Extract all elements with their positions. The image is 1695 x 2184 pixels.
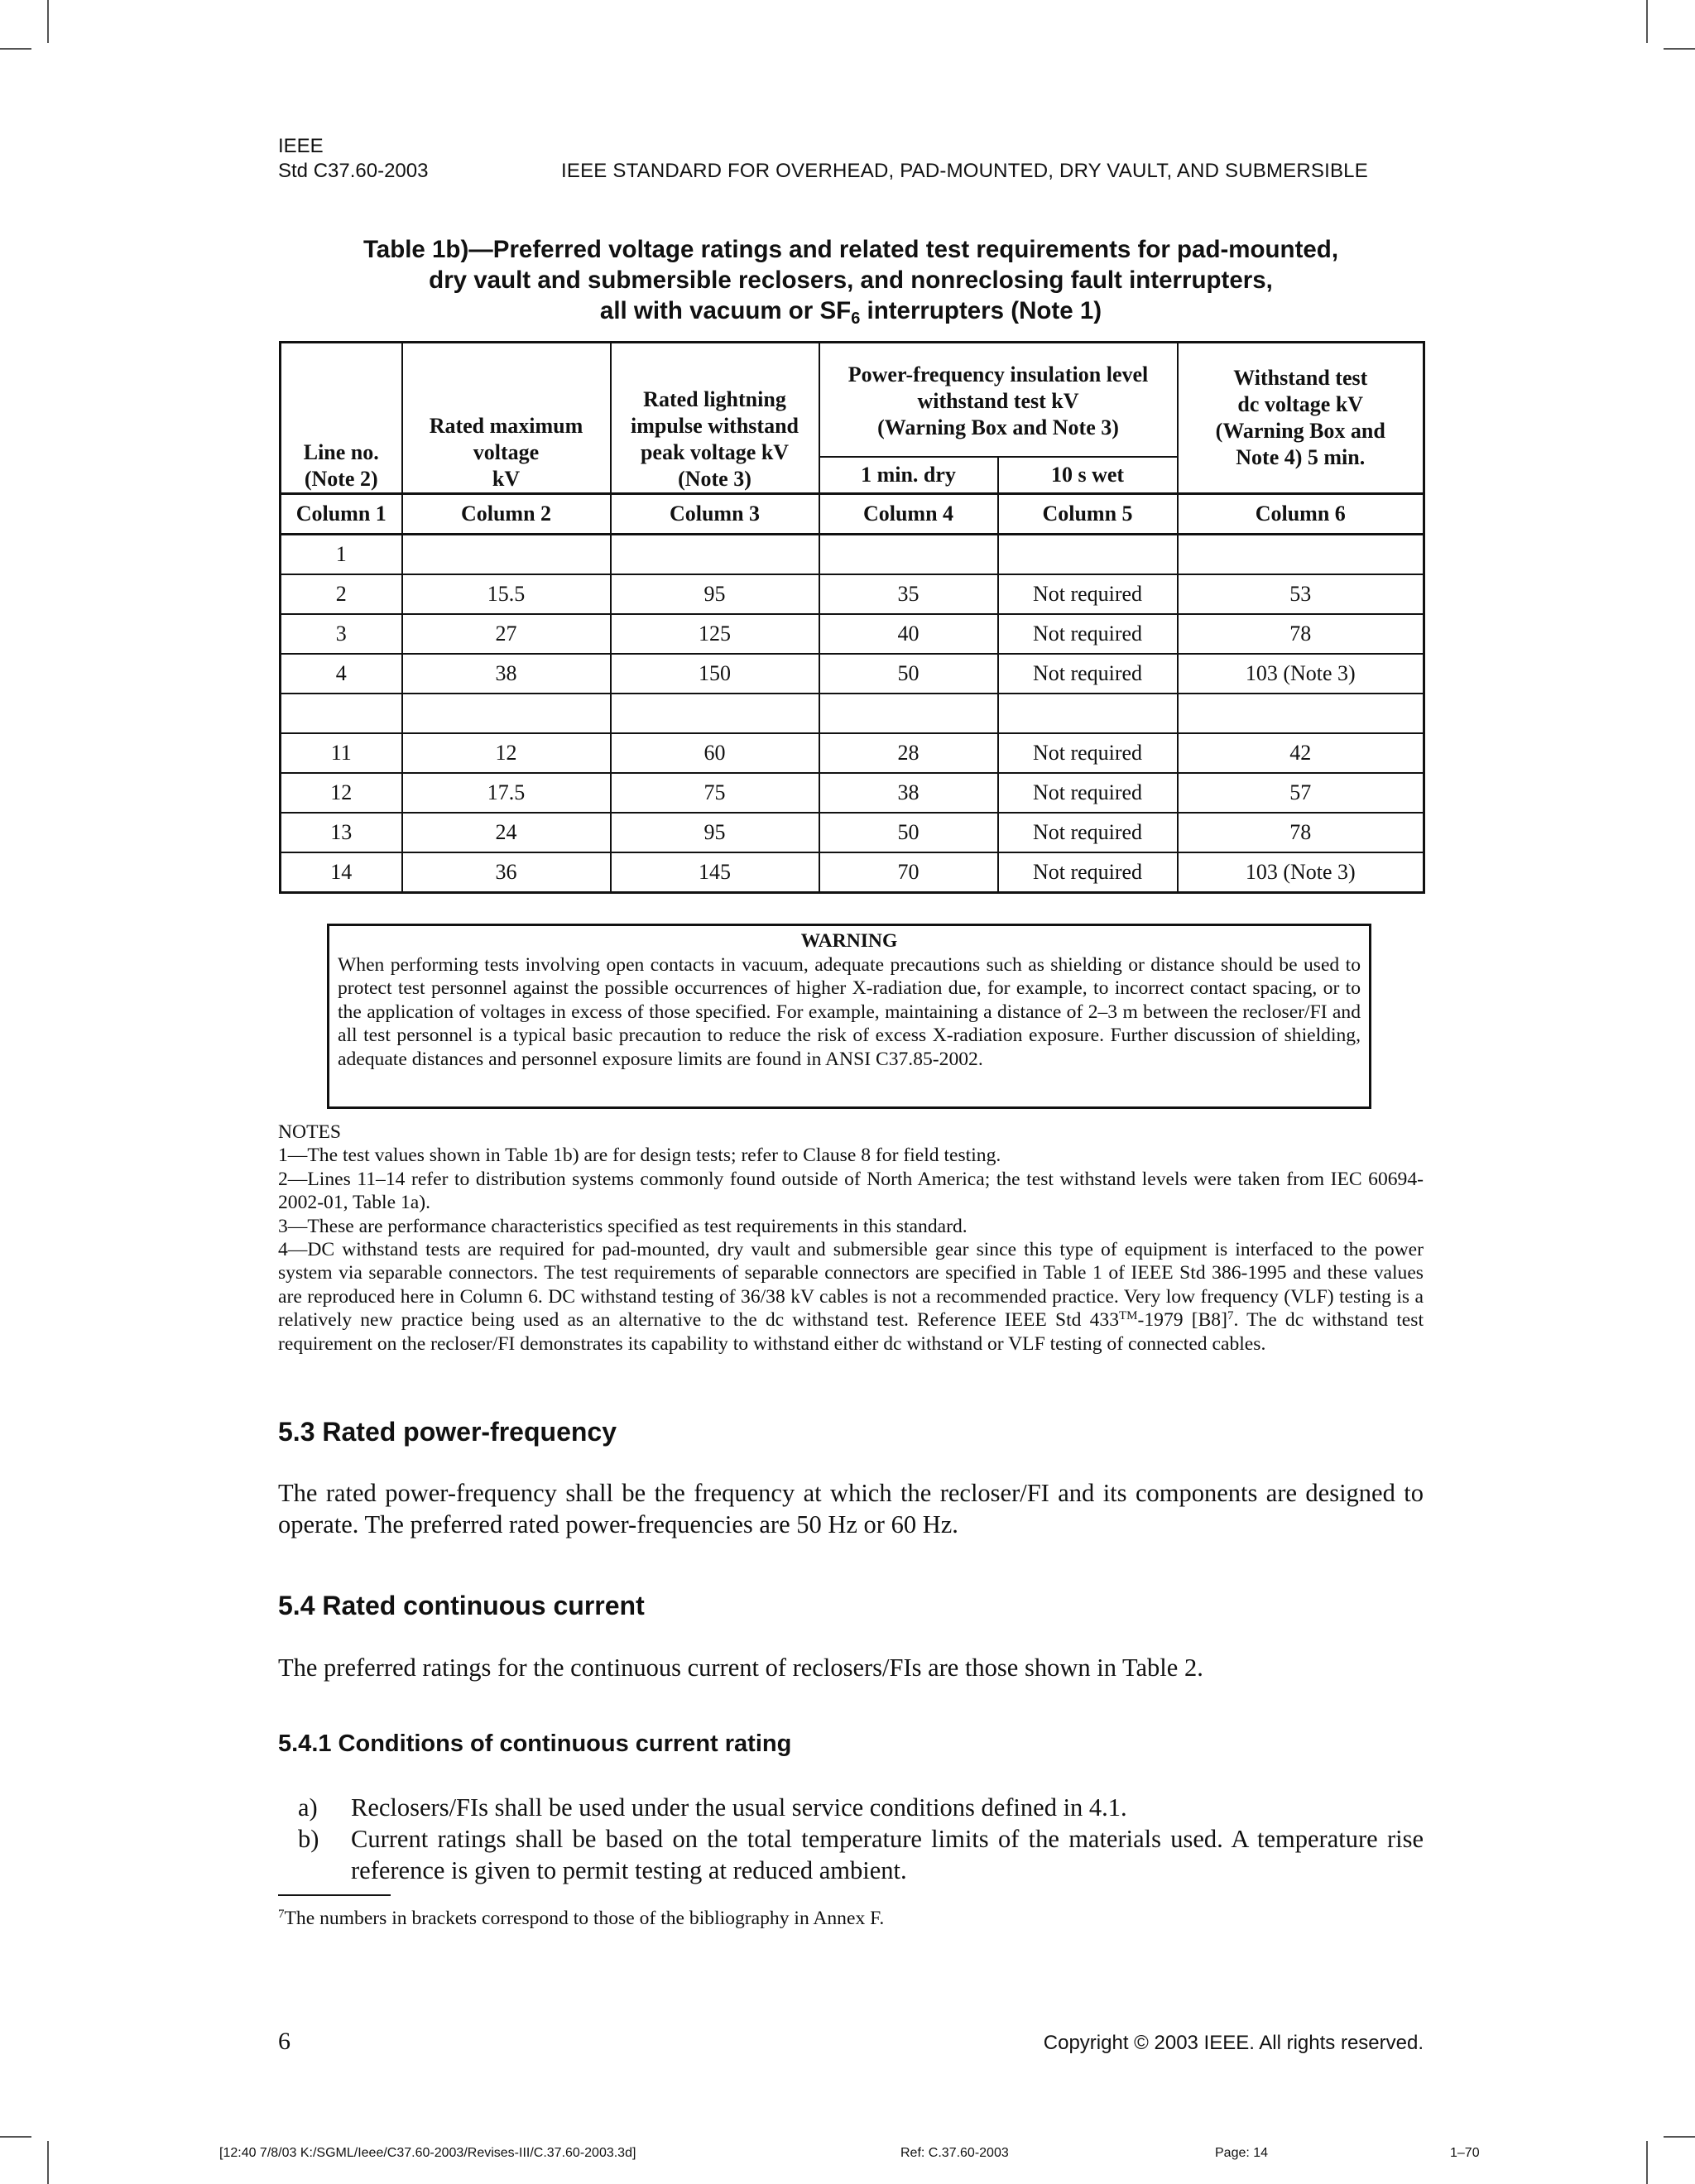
notes-heading: NOTES bbox=[278, 1121, 342, 1143]
list-item-text: Reclosers/FIs shall be used under the usual service conditions defined in 4.1. bbox=[351, 1793, 1127, 1822]
caption-text: interrupters (Note 1) bbox=[860, 297, 1102, 324]
table-cell: Not required bbox=[998, 813, 1178, 852]
footnote-rule bbox=[278, 1894, 391, 1896]
table-cell: 95 bbox=[611, 574, 819, 614]
list-item bbox=[298, 1792, 1424, 1823]
footnote-text: The numbers in brackets correspond to those of the bibliography in Annex F. bbox=[284, 1908, 885, 1929]
table-cell: 12 bbox=[402, 733, 611, 773]
table-cell: 27 bbox=[402, 614, 611, 654]
table-cell bbox=[281, 694, 402, 733]
table-cell: 40 bbox=[819, 614, 998, 654]
table-cell bbox=[402, 535, 611, 575]
table-cell: 13 bbox=[281, 813, 402, 852]
note-3: 3—These are performance characteristics specified as test requirements in this standard. bbox=[278, 1215, 968, 1237]
column-label: Column 4 bbox=[819, 494, 998, 535]
warning-text: When performing tests involving open contacts in vacuum, adequate precautions such as shielding or distance should be used to protect test personnel against the possible occurrences of higher X-radiation due, for example, to incorrect contact spacing, or to the application of voltages in excess of those specified. For example, maintaining a distance of 2–3 m between the recloser/FI and all test personnel is a typical basic precaution to reduce the risk of excess X-radiation exposure. Further discussion of shielding, adequate distances and personnel exposure limits are found in ANSI C37.85-2002. bbox=[338, 953, 1361, 1070]
table-cell: 4 bbox=[281, 654, 402, 694]
table-cell: Not required bbox=[998, 574, 1178, 614]
column-label: Column 6 bbox=[1178, 494, 1424, 535]
table-cell bbox=[611, 535, 819, 575]
table-cell: 60 bbox=[611, 733, 819, 773]
slug-range: 1–70 bbox=[1450, 2146, 1480, 2160]
table-cell: 12 bbox=[281, 773, 402, 813]
table-cell: Not required bbox=[998, 614, 1178, 654]
list-item-text: Current ratings shall be based on the total temperature limits of the materials used. A temperature rise reference is given to permit testing at reduced ambient. bbox=[351, 1825, 1424, 1884]
caption-text: all with vacuum or SF bbox=[599, 297, 852, 324]
list-item bbox=[298, 1823, 1424, 1886]
table-cell: Not required bbox=[998, 773, 1178, 813]
table-cell: 57 bbox=[1178, 773, 1424, 813]
table-row bbox=[281, 773, 1424, 813]
header-1min-dry: 1 min. dry bbox=[819, 457, 998, 494]
slug-job: [12:40 7/8/03 K:/SGML/Ieee/C37.60-2003/Revises-III/C.37.60-2003.3d] bbox=[219, 2146, 636, 2160]
crop-mark bbox=[0, 2136, 31, 2138]
table-body bbox=[281, 535, 1424, 893]
crop-mark bbox=[1664, 2136, 1695, 2138]
table-cell: 28 bbox=[819, 733, 998, 773]
warning-title: WARNING bbox=[800, 930, 898, 952]
crop-mark bbox=[47, 0, 49, 43]
table-cell: 35 bbox=[819, 574, 998, 614]
crop-mark bbox=[1646, 2141, 1648, 2184]
table-cell bbox=[611, 694, 819, 733]
table-cell: 38 bbox=[402, 654, 611, 694]
header-running-title: IEEE STANDARD FOR OVERHEAD, PAD-MOUNTED, DRY VAULT, AND SUBMERSIBLE bbox=[561, 160, 1368, 182]
conditions-list bbox=[298, 1792, 1424, 1886]
slug-ref: Ref: C.37.60-2003 bbox=[900, 2146, 1009, 2160]
table-cell: Not required bbox=[998, 654, 1178, 694]
table-cell: 150 bbox=[611, 654, 819, 694]
crop-mark bbox=[0, 48, 31, 50]
table-cell: Not required bbox=[998, 852, 1178, 893]
table-cell: 78 bbox=[1178, 614, 1424, 654]
table-row bbox=[281, 535, 1424, 575]
table-row bbox=[281, 614, 1424, 654]
table-cell: 50 bbox=[819, 813, 998, 852]
table-cell: 53 bbox=[1178, 574, 1424, 614]
table-cell: 38 bbox=[819, 773, 998, 813]
table-cell: 3 bbox=[281, 614, 402, 654]
list-marker: b) bbox=[298, 1825, 319, 1853]
table-cell: 70 bbox=[819, 852, 998, 893]
slug-page: Page: 14 bbox=[1215, 2146, 1269, 2160]
table-cell: 103 (Note 3) bbox=[1178, 654, 1424, 694]
table-cell bbox=[402, 694, 611, 733]
table-row bbox=[281, 694, 1424, 733]
table-cell bbox=[998, 694, 1178, 733]
table-row bbox=[281, 574, 1424, 614]
table-cell: 95 bbox=[611, 813, 819, 852]
table-row bbox=[281, 654, 1424, 694]
section-5-3-text: The rated power-frequency shall be the frequency at which the recloser/FI and its components are designed to operate. The preferred rated power-frequencies are 50 Hz or 60 Hz. bbox=[278, 1479, 1424, 1538]
table-caption bbox=[278, 234, 1424, 334]
column-label: Column 3 bbox=[611, 494, 819, 535]
table-cell: 15.5 bbox=[402, 574, 611, 614]
header-impulse-withstand: Rated lightning impulse withstand peak voltage kV (Note 3) bbox=[611, 343, 819, 494]
table-caption-line bbox=[278, 295, 1424, 334]
section-5-4-text: The preferred ratings for the continuous current of reclosers/FIs are those shown in Table 2. bbox=[278, 1654, 1203, 1682]
table-cell: 125 bbox=[611, 614, 819, 654]
table-row bbox=[281, 813, 1424, 852]
crop-mark bbox=[1664, 48, 1695, 50]
table-cell bbox=[1178, 694, 1424, 733]
footnote bbox=[278, 1906, 1424, 1931]
table-row bbox=[281, 852, 1424, 893]
column-label: Column 2 bbox=[402, 494, 611, 535]
table-notes bbox=[278, 1121, 1424, 1356]
header-std-number: Std C37.60-2003 bbox=[278, 160, 429, 182]
crop-mark bbox=[47, 2141, 49, 2184]
note-1: 1—The test values shown in Table 1b) are for design tests; refer to Clause 8 for field testing. bbox=[278, 1145, 1001, 1167]
footnote-ref: 7 bbox=[1227, 1309, 1234, 1323]
header-line-no: Line no. (Note 2) bbox=[281, 343, 402, 494]
caption-subscript: 6 bbox=[851, 310, 861, 328]
header-org: IEEE bbox=[278, 135, 324, 157]
table-caption-line: dry vault and submersible reclosers, and nonreclosing fault interrupters, bbox=[429, 266, 1273, 294]
header-power-frequency: Power-frequency insulation level withstand test kV (Warning Box and Note 3) bbox=[819, 343, 1178, 458]
table-cell: 42 bbox=[1178, 733, 1424, 773]
header-10s-wet: 10 s wet bbox=[998, 457, 1178, 494]
table-cell: 1 bbox=[281, 535, 402, 575]
table-caption-line: Table 1b)—Preferred voltage ratings and related test requirements for pad-mounted, bbox=[363, 236, 1339, 263]
table-cell: 145 bbox=[611, 852, 819, 893]
table-cell: 2 bbox=[281, 574, 402, 614]
section-heading-5-4: 5.4 Rated continuous current bbox=[278, 1591, 645, 1620]
table-cell: 36 bbox=[402, 852, 611, 893]
header-rated-max-voltage: Rated maximum voltage kV bbox=[402, 343, 611, 494]
ratings-table bbox=[279, 341, 1425, 894]
note-4: 4—DC withstand tests are required for pad-mounted, dry vault and submersible gear since this type of equipment is interfaced to the power system via separable connectors. The test requirements of separable connectors are specified in Table 1 of IEEE Std 386-1995 and these values are reproduced here in Column 6. DC withstand testing of 36/38 kV cables is not a recommended practice. Very low frequency (VLF) testing is a relatively new practice being used as an alternative to the dc withstand test. Reference IEEE Std 433™-1979 $[B8]^7$. The dc withstand test requirement on the recloser/FI demonstrates its capability to withstand either dc withstand or VLF testing of connected cables. bbox=[278, 1239, 1424, 1355]
note-2: 2—Lines 11–14 refer to distribution systems commonly found outside of North America; the test withstand levels were taken from IEC 60694-2002-01, Table 1a). bbox=[278, 1168, 1424, 1214]
table-cell: Not required bbox=[998, 733, 1178, 773]
column-label: Column 1 bbox=[281, 494, 402, 535]
column-label: Column 5 bbox=[998, 494, 1178, 535]
trademark-superscript: TM bbox=[1119, 1309, 1138, 1323]
section-heading-5-4-1: 5.4.1 Conditions of continuous current rating bbox=[278, 1730, 792, 1757]
table-cell: 50 bbox=[819, 654, 998, 694]
crop-mark bbox=[1646, 0, 1648, 43]
table-cell: 17.5 bbox=[402, 773, 611, 813]
table-cell: 11 bbox=[281, 733, 402, 773]
table-cell: 14 bbox=[281, 852, 402, 893]
warning-box bbox=[327, 924, 1371, 1109]
page-number: 6 bbox=[278, 2028, 291, 2055]
table-cell: 75 bbox=[611, 773, 819, 813]
table-cell: 24 bbox=[402, 813, 611, 852]
table-row bbox=[281, 733, 1424, 773]
list-marker: a) bbox=[298, 1793, 318, 1822]
header-dc-withstand: Withstand test dc voltage kV (Warning Box and Note 4) 5 min. bbox=[1178, 343, 1424, 494]
table-cell: 78 bbox=[1178, 813, 1424, 852]
table-cell bbox=[998, 535, 1178, 575]
copyright: Copyright © 2003 IEEE. All rights reserved. bbox=[1043, 2032, 1424, 2054]
table-cell: 103 (Note 3) bbox=[1178, 852, 1424, 893]
footnote-number: 7 bbox=[278, 1908, 285, 1921]
table-cell bbox=[819, 694, 998, 733]
section-heading-5-3: 5.3 Rated power-frequency bbox=[278, 1417, 617, 1447]
table-cell bbox=[1178, 535, 1424, 575]
table-cell bbox=[819, 535, 998, 575]
